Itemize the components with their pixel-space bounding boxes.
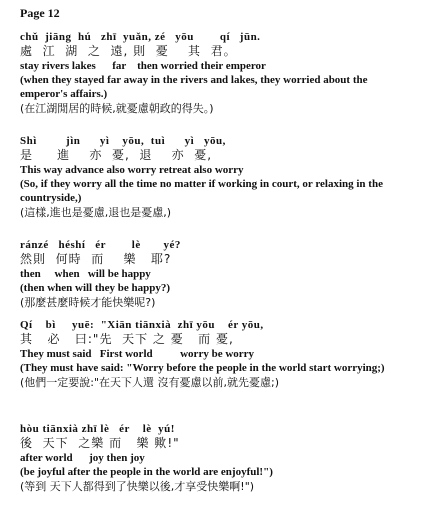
chinese-paraphrase: (他們一定要說:"在天下人還 沒有憂慮以前,就先憂慮;) bbox=[20, 376, 280, 389]
pinyin-line: hòu tiānxià zhī lè ér lè yú! bbox=[20, 423, 175, 435]
pinyin-line: chǔ jiāng hú zhī yuǎn, zé yōu qí jūn. bbox=[20, 31, 261, 43]
chinese-paraphrase: (在江湖閒居的時候,就憂慮朝政的得失。) bbox=[20, 102, 214, 115]
translation-line: (when they stayed far away in the rivers and lakes, they worried about the emperor's affairs.) bbox=[20, 74, 368, 100]
hanzi-line: 然則 何時 而 樂 耶? bbox=[20, 252, 172, 266]
chinese-paraphrase: (那麼甚麼時候才能快樂呢?) bbox=[20, 296, 156, 309]
gloss-line: after world joy then joy bbox=[20, 452, 145, 464]
hanzi-line: 後 天下 之樂 而 樂 歟!" bbox=[20, 436, 180, 450]
gloss-line: This way advance also worry retreat also worry bbox=[20, 164, 244, 176]
pinyin-line: Shì jìn yì yōu, tuì yì yōu, bbox=[20, 135, 226, 147]
translation-line: (So, if they worry all the time no matter if working in court, or relaxing in the countryside,) bbox=[20, 178, 383, 204]
hanzi-line: 是 進 亦 憂, 退 亦 憂, bbox=[20, 148, 213, 162]
verse-block-4 bbox=[20, 318, 412, 390]
translation-line: (They must have said: "Worry before the people in the world start worrying;) bbox=[20, 362, 385, 374]
verse-block-2 bbox=[20, 134, 412, 220]
translation-line: (be joyful after the people in the world are enjoyful!") bbox=[20, 466, 273, 478]
pinyin-line: ránzé héshí ér lè yé? bbox=[20, 239, 181, 251]
chinese-paraphrase: (等到 天下人都得到了快樂以後,才享受快樂啊!") bbox=[20, 480, 255, 493]
chinese-paraphrase: (這樣,進也是憂慮,退也是憂慮,) bbox=[20, 206, 172, 219]
gloss-line: They must said First world worry be worry bbox=[20, 348, 255, 360]
hanzi-line: 處 江 湖 之 遠, 則 憂 其 君。 bbox=[20, 44, 237, 58]
verse-block-3 bbox=[20, 238, 412, 310]
gloss-line: stay rivers lakes far then worried their emperor bbox=[20, 60, 266, 72]
translation-line: (then when will they be happy?) bbox=[20, 282, 171, 294]
page-label: Page 12 bbox=[20, 6, 60, 20]
gloss-line: then when will be happy bbox=[20, 268, 151, 280]
verse-block-1 bbox=[20, 30, 412, 116]
hanzi-line: 其 必 曰:"先 天下 之 憂 而 憂, bbox=[20, 332, 234, 346]
verse-block-5 bbox=[20, 422, 412, 494]
pinyin-line: Qí bì yuē: "Xiān tiānxià zhī yōu ér yōu, bbox=[20, 319, 264, 331]
